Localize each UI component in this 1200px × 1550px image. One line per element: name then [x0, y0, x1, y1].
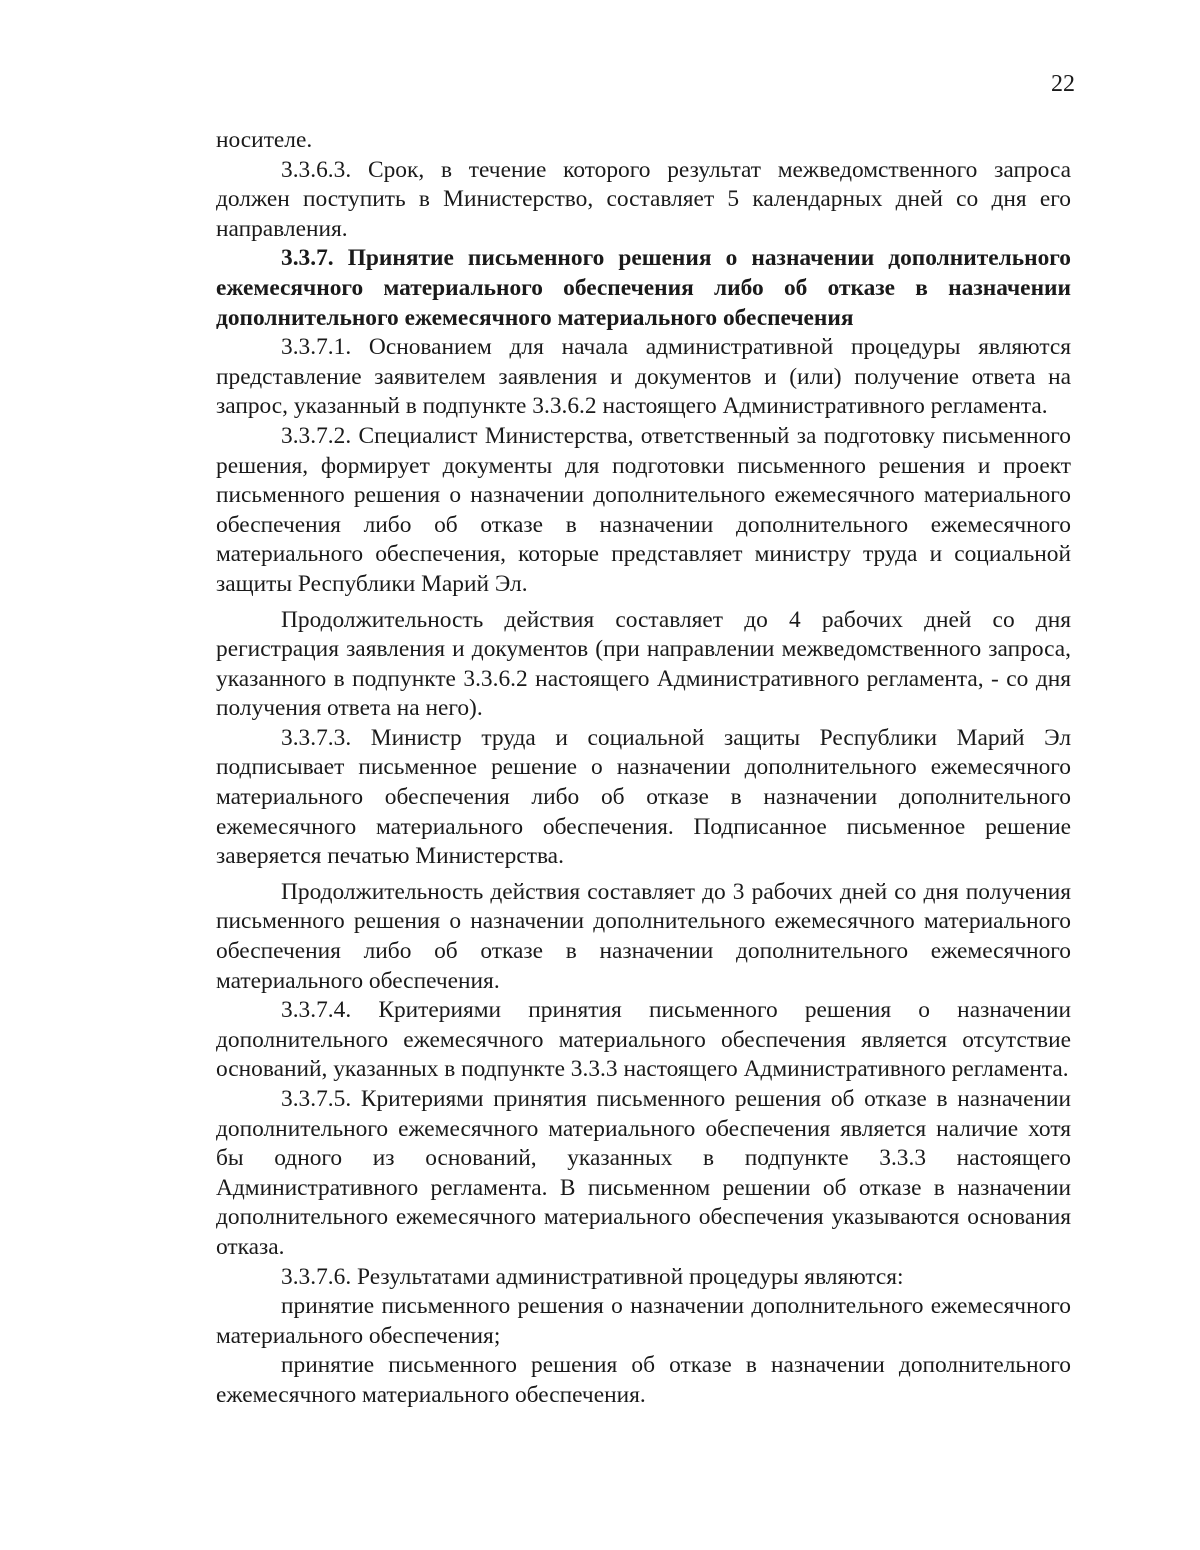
page-number: 22	[1051, 71, 1075, 97]
document-body	[216, 126, 1071, 1411]
paragraph-3-3-7-5: 3.3.7.5. Критериями принятия письменного решения об отказе в назначении дополнительного ежемесячного материального обеспечения является наличие хотя бы одного из оснований, указанных в подпункте 3.3.3 настоящего Административного регламента. В письменном решении об отказе в назначении дополнительного ежемесячного материального обеспечения указываются основания отказа.	[216, 1086, 1071, 1260]
result-item-approval: принятие письменного решения о назначении дополнительного ежемесячного материального обеспечения;	[216, 1293, 1071, 1349]
section-heading-3-3-7: 3.3.7. Принятие письменного решения о назначении дополнительного ежемесячного материального обеспечения либо об отказе в назначении дополнительного ежемесячного материального обеспечения	[216, 245, 1071, 331]
paragraph-3-3-7-6: 3.3.7.6. Результатами административной процедуры являются:	[281, 1263, 904, 1290]
paragraph-3-3-7-4: 3.3.7.4. Критериями принятия письменного решения о назначении дополнительного ежемесячного материального обеспечения является отсутствие оснований, указанных в подпункте 3.3.3 настоящего Административного регламента.	[216, 997, 1071, 1083]
paragraph-3-3-6-3: 3.3.6.3. Срок, в течение которого результат межведомственного запроса должен поступить в Министерство, составляет 5 календарных дней со дня его направления.	[216, 156, 1071, 242]
paragraph-duration-2: Продолжительность действия составляет до 3 рабочих дней со дня получения письменного решения о назначении дополнительного ежемесячного материального обеспечения либо об отказе в назначении дополнительного ежемесячного материального обеспечения.	[216, 878, 1071, 994]
paragraph-3-3-7-1: 3.3.7.1. Основанием для начала административной процедуры являются представление заявителем заявления и документов и (или) получение ответа на запрос, указанный в подпункте 3.3.6.2 настоящего Административного регламента.	[216, 334, 1071, 420]
paragraph-3-3-7-2: 3.3.7.2. Специалист Министерства, ответственный за подготовку письменного решения, формирует документы для подготовки письменного решения и проект письменного решения о назначении дополнительного ежемесячного материального обеспечения либо об отказе в назначении дополнительного ежемесячного материального обеспечения, которые представляет министру труда и социальной защиты Республики Марий Эл.	[216, 422, 1071, 597]
paragraph-continuation: носителе.	[216, 127, 313, 153]
paragraph-duration-1: Продолжительность действия составляет до 4 рабочих дней со дня регистрация заявления и документов (при направлении межведомственного запроса, указанного в подпункте 3.3.6.2 настоящего Административного регламента, - со дня получения ответа на него).	[216, 606, 1071, 722]
result-item-refusal: принятие письменного решения об отказе в назначении дополнительного ежемесячного материального обеспечения.	[216, 1352, 1071, 1408]
paragraph-3-3-7-3: 3.3.7.3. Министр труда и социальной защиты Республики Марий Эл подписывает письменное решение о назначении дополнительного ежемесячного материального обеспечения либо об отказе в назначении дополнительного ежемесячного материального обеспечения. Подписанное письменное решение заверяется печатью Министерства.	[216, 724, 1071, 870]
